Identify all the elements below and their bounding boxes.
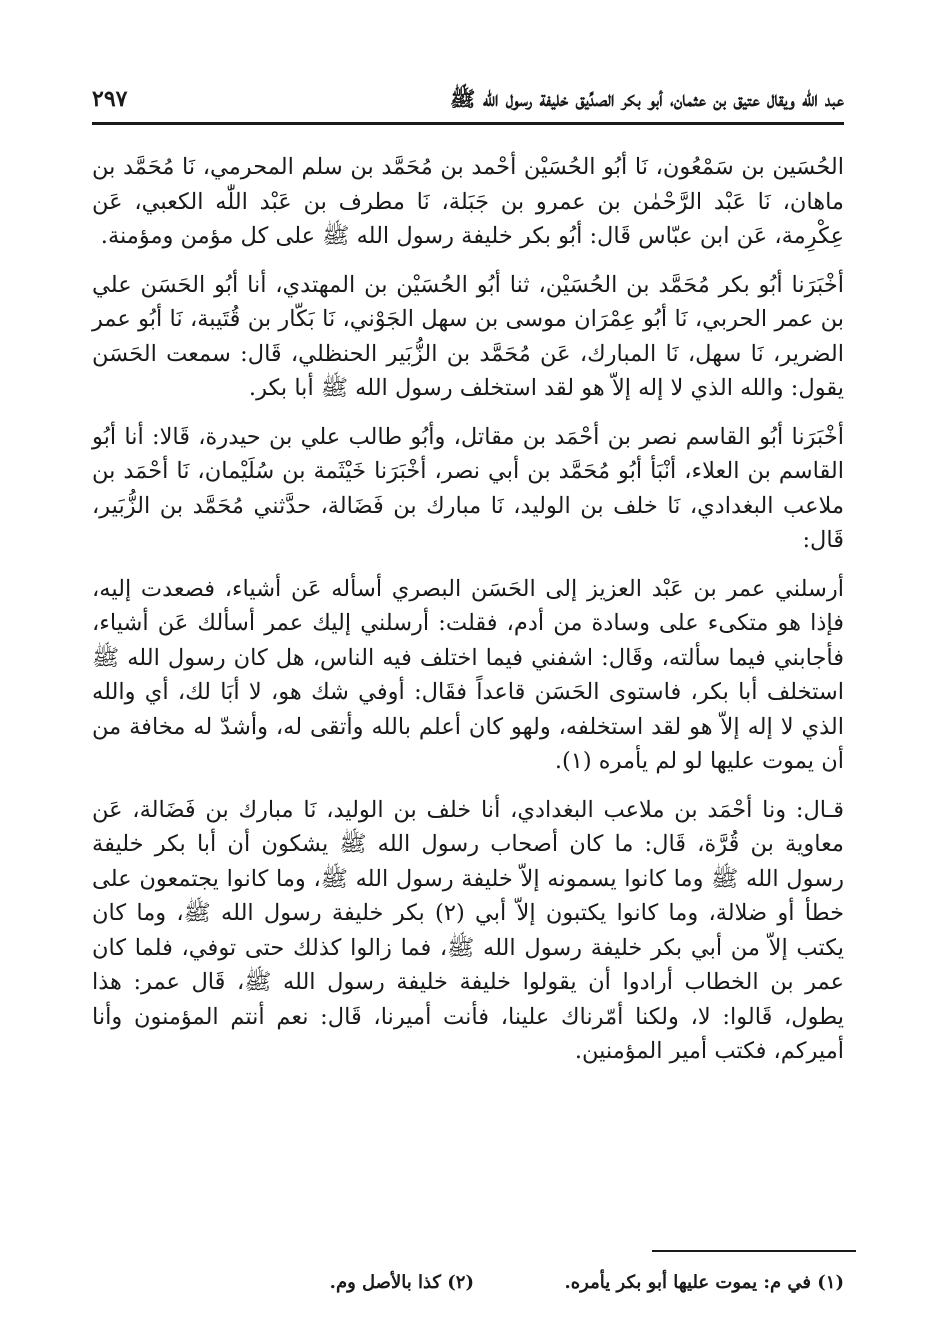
footnote-1: (١) في م: يموت عليها أبو بكر يأمره. [564, 1272, 844, 1293]
paragraph-gap [92, 254, 844, 268]
paragraph-gap [92, 406, 844, 420]
paragraph-gap [92, 779, 844, 793]
paragraph-2: أخْبَرَنا أبُو بكر مُحَمَّد بن الحُسَيْن، ثنا أبُو الحُسَيْن بن المهتدي، أنا أبُو الحَسَن علي بن عمر الحربي، نَا أبُو عِمْرَان موسى بن سهل الجَوْني، نَا بَكّار بن قُتَيبة، نَا أبُو عمر الضرير، نَا سهل، نَا المبارك، عَن مُحَمَّد بن الزُّبَير الحنظلي، قَال: سمعت الحَسَن يقول: والله الذي لا إله إلاّ هو لقد استخلف رسول الله ﷺ أبا بكر. [92, 271, 844, 401]
header-rule [92, 122, 844, 125]
page-number: ٢٩٧ [92, 86, 128, 112]
main-text [92, 150, 844, 1069]
paragraph-gap [92, 558, 844, 572]
footnote-rule [652, 1250, 856, 1252]
paragraph-1: الحُسَين بن سَمْعُون، نَا أبُو الحُسَيْن أحْمد بن مُحَمَّد بن سلم المحرمي، نَا مُحَمَّد بن ماهان، نَا عَبْد الرَّحْمٰن بن عمرو بن جَبَلة، نَا مطرف بن عَبْد اللّٰه الكعبي، عَن عِكْرِمة، عَن ابن عبّاس قَال: أبُو بكر خليفة رسول الله ﷺ على كل مؤمن ومؤمنة. [92, 154, 844, 249]
paragraph-4: أرسلني عمر بن عَبْد العزيز إلى الحَسَن البصري أسأله عَن أشياء، فصعدت إليه، فإذا هو متكىء على وسادة من أدم، فقلت: أرسلني إليك عمر أسألك عَن أشياء، فأجابني فيما سألته، وقَال: اشفني فيما اختلف فيه الناس، هل كان رسول الله ﷺ استخلف أبا بكر، فاستوى الحَسَن قاعداً فقَال: أوفي شك هو، لا أبَا لك، أي والله الذي لا إله إلاّ هو لقد استخلفه، ولهو كان أعلم بالله وأتقى له، وأشدّ له مخافة من أن يموت عليها لو لم يأمره (١). [92, 575, 844, 774]
footnotes [92, 1272, 844, 1312]
paragraph-5: قـال: ونا أحْمَد بن ملاعب البغدادي، أنا خلف بن الوليد، نَا مبارك بن فَضَالة، عَن معاوية بن قُرَّة، قَال: ما كان أصحاب رسول الله ﷺ يشكون أن أبا بكر خليفة رسول الله ﷺ وما كانوا يسمونه إلاّ خليفة رسول الله ﷺ، وما كانوا يجتمعون على خطأ أو ضلالة، وما كانوا يكتبون إلاّ أبي (٢) بكر خليفة رسول الله ﷺ، وما كان يكتب إلاّ من أبي بكر خليفة رسول الله ﷺ، فما زالوا كذلك حتى توفي، فلما كان عمر بن الخطاب أرادوا أن يقولوا خليفة خليفة رسول الله ﷺ، قَال عمر: هذا يطول، قَالوا: لا، ولكنا أمّرناك علينا، فأنت أميرنا، قَال: نعم أنتم المؤمنون وأنا أميركم، فكتب أمير المؤمنين. [92, 796, 844, 1064]
paragraph-3: أخْبَرَنا أبُو القاسم نصر بن أحْمَد بن مقاتل، وأبُو طالب علي بن حيدرة، قَالا: أنا أبُو القاسم بن العلاء، أنْبَأ أبُو مُحَمَّد بن أبي نصر، أخْبَرَنا خَيْثَمة بن سُلَيْمان، نَا أحْمَد بن ملاعب البغدادي، نَا خلف بن الوليد، نَا مبارك بن فَضَالة، حدَّثني مُحَمَّد بن الزُّبَير، قَال: [92, 423, 844, 553]
running-header-title: عبد الله ويقال عتيق بن عثمان، أبو بكر الصدِّيق خليفة رسول الله ﷺ [450, 86, 844, 111]
footnote-2: (٢) كذا بالأصل وم. [329, 1272, 474, 1293]
running-header [92, 80, 844, 120]
